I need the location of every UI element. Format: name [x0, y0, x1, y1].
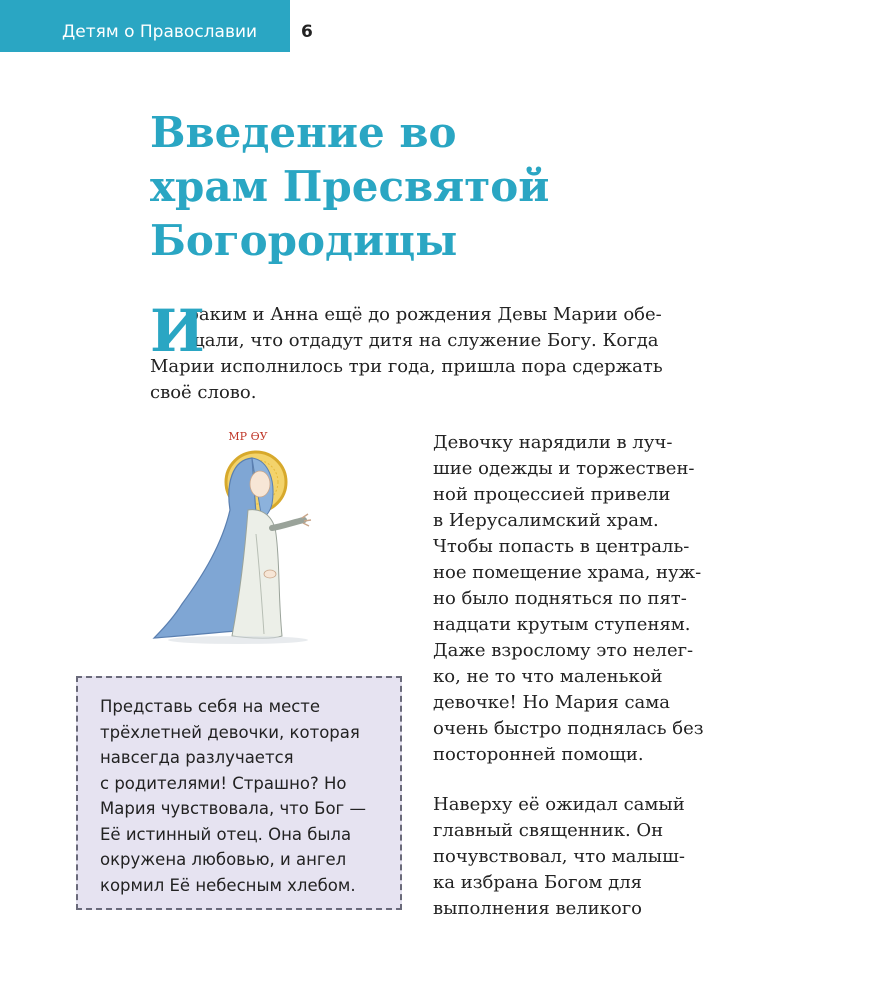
body-line: Девочку нарядили в луч- — [433, 432, 673, 453]
right-column-text — [433, 430, 733, 922]
body-line: девочке! Но Мария сама — [433, 692, 671, 713]
drop-cap: И — [150, 297, 205, 365]
body-line: Чтобы попасть в централь- — [433, 536, 690, 557]
note-line: Мария чувствовала, что Бог — — [100, 799, 366, 818]
intro-line: своё слово. — [150, 382, 257, 403]
page-number: 6 — [301, 22, 313, 42]
body-line: ное помещение храма, нуж- — [433, 562, 702, 583]
body-line: главный священник. Он — [433, 820, 664, 841]
intro-line: оаким и Анна ещё до рождения Девы Марии обе- — [188, 304, 662, 325]
body-line: но было подняться по пят- — [433, 588, 687, 609]
paragraph — [433, 792, 733, 922]
note-line: Её истинный отец. Она была — [100, 824, 352, 844]
title-line: храм Пресвятой — [150, 162, 550, 211]
header-band — [0, 0, 290, 52]
body-line: Наверху её ожидал самый — [433, 794, 685, 815]
body-line: выполнения великого — [433, 898, 643, 919]
body-line: в Иерусалимский храм. — [433, 510, 659, 531]
note-box — [76, 676, 402, 910]
body-line: очень быстро поднялась без — [433, 718, 704, 739]
virgin-mary-icon — [152, 424, 322, 646]
note-line: навсегда разлучается — [100, 748, 294, 767]
virgin-mary-illustration — [152, 424, 322, 646]
body-line: почувствовал, что малыш- — [433, 846, 685, 867]
page-title — [150, 106, 670, 268]
body-line: ной процессией привели — [433, 484, 671, 505]
body-line: надцати крутым ступеням. — [433, 614, 691, 635]
body-line: ко, не то что маленькой — [433, 666, 663, 687]
intro-line: щали, что отдадут дитя на служение Богу. Когда — [188, 330, 659, 351]
note-line: трёхлетней девочки, которая — [100, 722, 360, 742]
note-line: с родителями! Страшно? Но — [100, 773, 347, 793]
note-line: Представь себя на месте — [100, 697, 321, 716]
title-line: Введение во — [150, 108, 457, 157]
intro-line: Марии исполнилось три года, пришла пора сдержать — [150, 356, 663, 377]
paragraph — [433, 430, 733, 768]
body-line: ка избрана Богом для — [433, 872, 642, 893]
note-line: окружена любовью, и ангел — [100, 850, 347, 869]
halo-label: МР ѲУ — [228, 430, 268, 443]
intro-paragraph — [150, 297, 730, 406]
body-line: шие одежды и торжествен- — [433, 458, 695, 479]
note-text — [100, 694, 366, 898]
title-line: Богородицы — [150, 216, 458, 265]
section-title: Детям о Православии — [62, 22, 258, 42]
note-line: кормил Её небесным хлебом. — [100, 875, 356, 895]
body-line: Даже взрослому это нелег- — [433, 640, 694, 661]
body-line: посторонней помощи. — [433, 744, 644, 765]
